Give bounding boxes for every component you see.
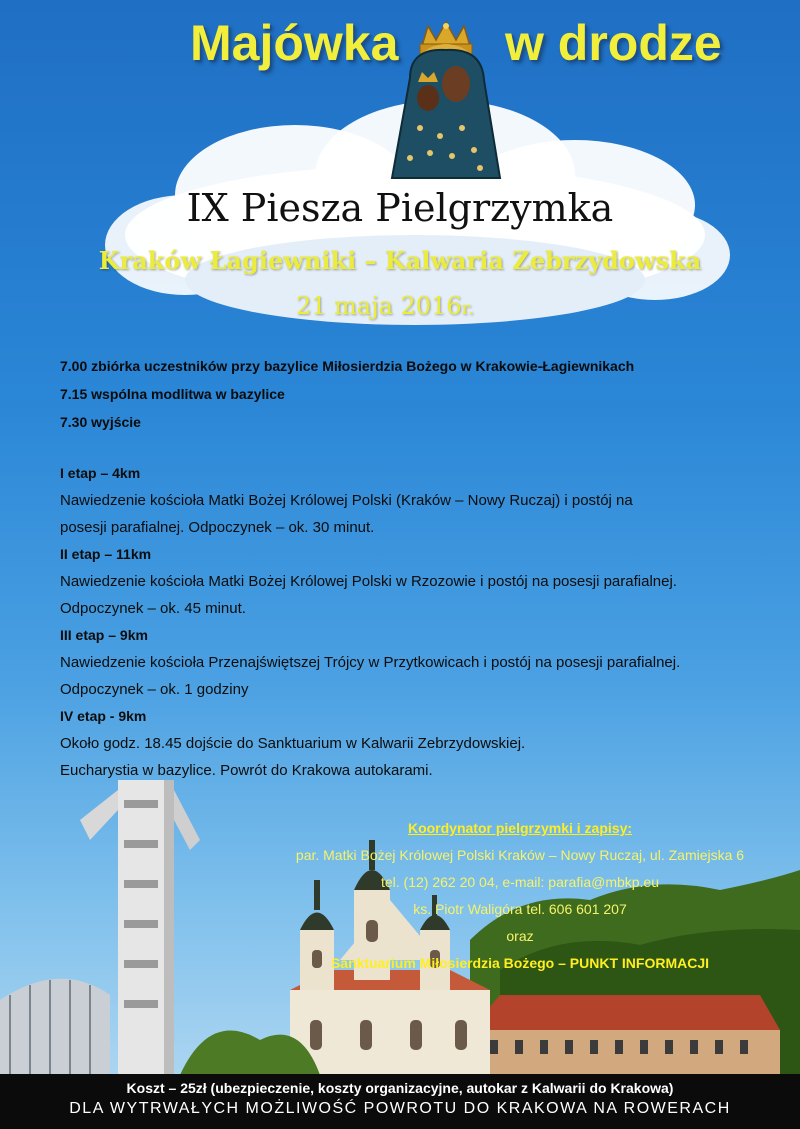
schedule-item: 7.00 zbiórka uczestników przy bazylice Miłosierdzia Bożego w Krakowie-Łagiewnikach: [60, 358, 635, 374]
coordinator-block: [250, 815, 790, 977]
stage-title: I etap – 4km: [60, 465, 141, 481]
coordinator-priest: ks. Piotr Waligóra tel. 606 601 207: [413, 901, 627, 917]
stage-1: [60, 460, 790, 541]
event-route: Kraków Łagiewniki – Kalwaria Zebrzydowska: [98, 246, 702, 275]
coordinator-parish: par. Matki Bożej Królowej Polski Kraków – Nowy Ruczaj, ul. Zamiejska 6: [295, 847, 745, 863]
stage-2: [60, 541, 790, 622]
stage-line: Odpoczynek – ok. 45 minut.: [60, 600, 246, 617]
event-date: [0, 292, 770, 320]
stage-line: posesji parafialnej. Odpoczynek – ok. 30 minut.: [60, 519, 375, 536]
coordinator-contact: tel. (12) 262 20 04, e-mail: parafia@mbkp.eu: [380, 874, 660, 890]
stage-line: Eucharystia w bazylice. Powrót do Krakowa autokarami.: [60, 762, 433, 779]
coordinator-or: oraz: [506, 928, 534, 944]
footer-bar: [0, 1074, 800, 1129]
madonna-icon: [380, 18, 512, 188]
stage-3: [60, 622, 790, 703]
coordinator-sanctuary: Sanktuarium Miłosierdzia Bożego – PUNKT INFORMACJI: [330, 955, 710, 971]
stage-4: [60, 703, 790, 784]
stage-line: Około godz. 18.45 dojście do Sanktuarium w Kalwarii Zebrzydowskiej.: [60, 735, 526, 752]
stage-line: Nawiedzenie kościoła Matki Bożej Królowej Polski (Kraków – Nowy Ruczaj) i postój na: [60, 492, 633, 509]
footer-cost: Koszt – 25zł (ubezpieczenie, koszty organizacyjne, autokar z Kalwarii do Krakowa): [126, 1080, 674, 1096]
stage-line: Nawiedzenie kościoła Matki Bożej Królowej Polski w Rzozowie i postój na posesji parafialnej.: [60, 573, 677, 590]
date-text: 21 maja 2016: [295, 292, 462, 320]
stage-line: Odpoczynek – ok. 1 godziny: [60, 681, 249, 698]
stage-title: II etap – 11km: [60, 546, 152, 562]
event-title: IX Piesza Pielgrzymka: [186, 186, 614, 230]
schedule-item: 7.15 wspólna modlitwa w bazylice: [60, 386, 285, 402]
stage-title: III etap – 9km: [60, 627, 148, 643]
schedule-list: [60, 352, 780, 436]
date-suffix: r.: [461, 298, 475, 319]
coordinator-heading: Koordynator pielgrzymki i zapisy:: [407, 820, 633, 836]
stage-title: IV etap - 9km: [60, 708, 147, 724]
title-majowka: Majówka: [190, 15, 399, 71]
schedule-item: 7.30 wyjście: [60, 414, 141, 430]
stages-list: [60, 460, 790, 784]
stage-line: Nawiedzenie kościoła Przenajświętszej Trójcy w Przytkowicach i postój na posesji parafialnej.: [60, 654, 681, 671]
title-w-drodze: w drodze: [505, 15, 722, 71]
footer-bike: DLA WYTRWAŁYCH MOŻLIWOŚĆ POWROTU DO KRAKOWA NA ROWERACH: [69, 1100, 731, 1117]
